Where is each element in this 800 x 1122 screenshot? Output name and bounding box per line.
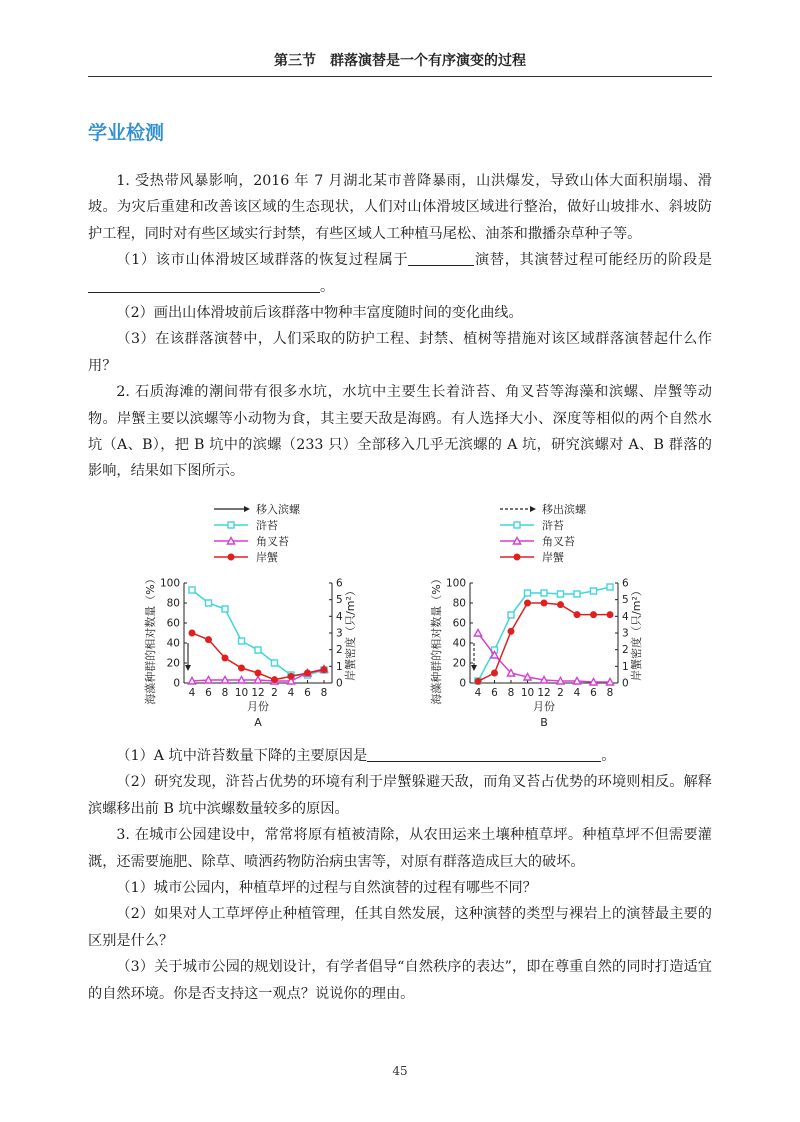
q2-stem: 2. 石质海滩的潮间带有很多水坑，水坑中主要生长着浒苔、角叉苔等海藻和滨螺、岸蟹等动物。岸蟹主要以滨螺等小动物为食，其主要天敌是海鸥。有人选择大小、深度等相似的两个自然水坑（A、B），把 B 坑中的滨螺（233 只）全部移入几乎无滨螺的 A 坑，研究滨螺对 A、B 群落的影响，结果如下图所示。 [88, 384, 712, 480]
q3-stem: 3. 在城市公园建设中，常常将原有植被清除，从农田运来土壤种植草坪。种植草坪不但需要灌溉，还需要施肥、除草、喷洒药物防治病虫害等，对原有群落造成巨大的破坏。 [88, 827, 712, 870]
data-point [574, 591, 580, 597]
y-tick-label-left: 100 [159, 577, 180, 590]
data-point [558, 591, 564, 597]
series-岸蟹 [189, 630, 327, 683]
q2-sub1-text-a: （1）A 坑中浒苔数量下降的主要原因是 [116, 747, 368, 764]
data-point [188, 677, 195, 684]
y-tick-label-right: 0 [336, 677, 343, 690]
legend-label: 浒苔 [542, 518, 564, 532]
data-point [591, 612, 597, 618]
q1-sub2: （2）画出山体滑坡前后该群落中物种丰富度随时间的变化曲线。 [116, 305, 523, 322]
data-point [573, 677, 580, 684]
y-tick-label-left: 100 [445, 577, 466, 590]
data-point [591, 588, 597, 594]
data-point [513, 537, 520, 544]
x-tick-label: 8 [221, 686, 229, 699]
q1-sub1-text-b: 演替，其演替过程可能经历的阶段是 [474, 252, 712, 269]
legend-label: 岸蟹 [256, 550, 278, 564]
y-axis-label-left: 海藻种群的相对数量（%） [430, 573, 443, 705]
q1-sub3: （3）在该群落演替中，人们采取的防护工程、封禁、植树等措施对该区域群落演替起什么作用？ [88, 331, 712, 374]
series-岸蟹 [475, 600, 613, 684]
content [88, 168, 712, 1007]
data-point [558, 602, 564, 608]
x-tick-label: 4 [573, 686, 581, 699]
y-tick-label-left: 80 [166, 597, 180, 610]
chart-legend [214, 502, 301, 564]
x-tick-label: 2 [271, 686, 278, 699]
panel-label: B [540, 715, 548, 729]
legend-label: 岸蟹 [542, 550, 564, 564]
data-point [239, 665, 245, 671]
data-point [475, 678, 481, 684]
data-point [255, 670, 261, 676]
data-point [189, 630, 195, 636]
q3-sub2: （2）如果对人工草坪停止种植管理，任其自然发展，这种演替的类型与裸岩上的演替最主要的区别是什么？ [88, 906, 712, 949]
x-tick-label: 6 [590, 686, 597, 699]
data-point [222, 655, 228, 661]
q1-sub1-text-a: （1）该市山体滑坡区域群落的恢复过程属于 [116, 252, 409, 269]
x-tick-label: 6 [491, 686, 498, 699]
y-tick-label-left: 60 [166, 617, 180, 630]
data-point [206, 600, 212, 606]
y-tick-label-left: 20 [166, 657, 180, 670]
chart-panel-b [402, 499, 678, 731]
data-point [606, 678, 613, 685]
y-tick-label-right: 5 [336, 594, 343, 607]
q1-sub1 [88, 247, 712, 300]
data-point [607, 584, 613, 590]
y-tick-label-right: 1 [336, 660, 343, 673]
data-point [514, 522, 520, 528]
answer-blank[interactable] [88, 277, 320, 292]
x-tick-label: 2 [557, 686, 564, 699]
data-point [607, 612, 613, 618]
y-tick-label-left: 40 [166, 637, 180, 650]
chart-axes [143, 573, 357, 729]
data-point [541, 600, 547, 606]
x-tick-label: 8 [507, 686, 515, 699]
q1-stem: 1. 受热带风暴影响，2016 年 7 月湖北某市普降暴雨，山洪爆发，导致山体大面积崩塌、滑坡。为灾后重建和改善该区域的生态现状，人们对山体滑坡区域进行整治，做好山坡排水、斜坡防护工程，同时对有些区域实行封禁，有些区域人工种植马尾松、油茶和撒播杂草种子等。 [88, 173, 712, 242]
header-rule [88, 76, 712, 77]
data-point [321, 667, 327, 673]
data-point [255, 647, 261, 653]
data-point [222, 606, 228, 612]
data-point [228, 554, 234, 560]
data-point [541, 590, 547, 596]
q2-sub2: （2）研究发现，浒苔占优势的环境有利于岸蟹躲避天敌，而角叉苔占优势的环境则相反。解释滨螺移出前 B 坑中滨螺数量较多的原因。 [88, 774, 712, 817]
x-axis-label: 月份 [533, 699, 555, 713]
data-point [525, 590, 531, 596]
chart-axes [429, 573, 643, 729]
panel-label: A [254, 715, 262, 729]
x-tick-label: 4 [287, 686, 295, 699]
answer-blank[interactable] [408, 251, 474, 266]
x-tick-label: 6 [304, 686, 311, 699]
legend-label: 移出滨螺 [542, 502, 586, 516]
data-point [254, 676, 261, 683]
legend-label: 移入滨螺 [256, 502, 300, 516]
y-axis-label-left: 海藻种群的相对数量（%） [144, 573, 157, 705]
series-浒苔 [189, 587, 327, 678]
page-number: 45 [392, 1064, 408, 1078]
q2-sub1-text-b: 。 [601, 747, 616, 764]
x-tick-label: 10 [234, 686, 249, 699]
data-point [525, 600, 531, 606]
data-point [239, 638, 245, 644]
data-point [205, 676, 212, 683]
x-tick-label: 10 [520, 686, 535, 699]
y-tick-label-left: 20 [452, 657, 466, 670]
data-point [238, 676, 245, 683]
y-tick-label-right: 5 [622, 594, 629, 607]
data-point [557, 677, 564, 684]
data-point [524, 673, 531, 680]
y-tick-label-left: 0 [173, 677, 180, 690]
data-point [514, 554, 520, 560]
answer-blank[interactable] [367, 747, 601, 762]
event-arrow-head [471, 665, 477, 671]
q1-sub1-text-c: 。 [320, 278, 335, 295]
chart-panel-a [116, 499, 392, 731]
y-tick-label-right: 4 [336, 610, 343, 623]
series-角叉苔 [474, 629, 613, 685]
data-point [227, 537, 234, 544]
figure-crab-algae [88, 499, 712, 731]
data-point [305, 670, 311, 676]
data-point [574, 612, 580, 618]
data-point [288, 673, 294, 679]
chart-a [116, 499, 392, 731]
data-point [508, 612, 514, 618]
legend-arrow-head [530, 506, 536, 512]
x-tick-label: 4 [474, 686, 482, 699]
y-tick-label-left: 80 [452, 597, 466, 610]
data-point [272, 660, 278, 666]
y-tick-label-left: 40 [452, 637, 466, 650]
x-tick-label: 4 [188, 686, 196, 699]
x-tick-label: 12 [537, 686, 551, 699]
data-point [228, 522, 234, 528]
y-tick-label-right: 3 [622, 627, 629, 640]
section-title: 学业检测 [88, 122, 165, 144]
x-tick-label: 6 [205, 686, 212, 699]
q3-sub1: （1）城市公园内，种植草坪的过程与自然演替的过程有哪些不同？ [116, 879, 537, 896]
x-axis-label: 月份 [247, 699, 269, 713]
legend-label: 浒苔 [256, 518, 278, 532]
data-point [508, 628, 514, 634]
y-tick-label-right: 4 [622, 610, 629, 623]
data-point [590, 678, 597, 685]
y-tick-label-right: 0 [622, 677, 629, 690]
data-point [206, 637, 212, 643]
y-axis-label-right: 岸蟹密度（只/m²） [344, 584, 357, 681]
y-tick-label-left: 0 [459, 677, 466, 690]
y-tick-label-right: 6 [622, 577, 629, 590]
y-tick-label-right: 6 [336, 577, 343, 590]
y-tick-label-right: 2 [622, 644, 629, 657]
data-point [540, 676, 547, 683]
legend-label: 角叉苔 [256, 534, 289, 548]
y-tick-label-right: 2 [336, 644, 343, 657]
data-point [221, 676, 228, 683]
x-tick-label: 12 [251, 686, 265, 699]
y-tick-label-right: 3 [336, 627, 343, 640]
chart-b [402, 499, 678, 731]
data-point [189, 587, 195, 593]
y-tick-label-left: 60 [452, 617, 466, 630]
chart-legend [500, 502, 587, 564]
data-point [492, 670, 498, 676]
q3-sub3: （3）关于城市公园的规划设计，有学者倡导“自然秩序的表达”，即在尊重自然的同时打造适宜的自然环境。你是否支持这一观点？说说你的理由。 [88, 959, 712, 1002]
event-arrow-head [185, 665, 191, 671]
x-tick-label: 8 [606, 686, 614, 699]
q2-sub1 [88, 743, 712, 769]
legend-arrow-head [244, 506, 250, 512]
legend-label: 角叉苔 [542, 534, 575, 548]
y-tick-label-right: 1 [622, 660, 629, 673]
x-tick-label: 8 [320, 686, 328, 699]
running-header: 第三节 群落演替是一个有序演变的过程 [274, 53, 526, 69]
data-point [474, 629, 481, 636]
y-axis-label-right: 岸蟹密度（只/m²） [630, 584, 643, 681]
data-point [272, 677, 278, 683]
